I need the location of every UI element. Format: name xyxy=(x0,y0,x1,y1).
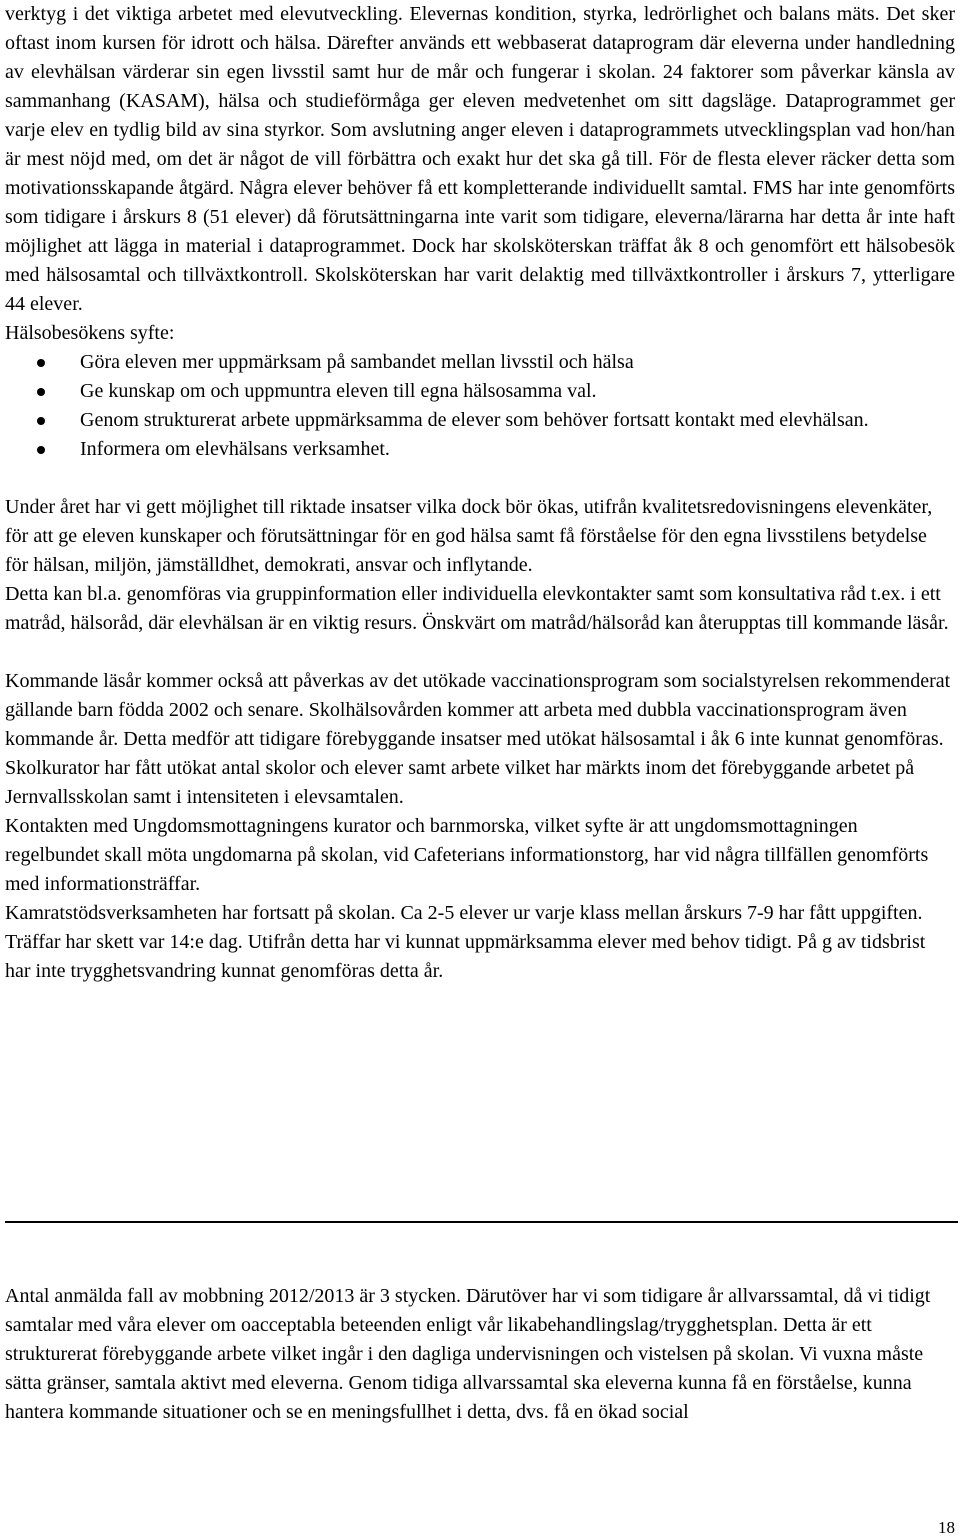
paragraph-peer-support: Kamratstödsverksamheten har fortsatt på skolan. Ca 2-5 elever ur varje klass mellan årskurs 7-9 har fått uppgiften. Träffar har skett var 14:e dag. Utifrån detta har vi kunnat uppmärksamma elever med behov tidigt. På g av tidsbrist har inte trygghetsvandring kunnat genomföras detta år. xyxy=(5,902,926,982)
list-item-text: Göra eleven mer uppmärksam på sambandet mellan livsstil och hälsa xyxy=(80,351,634,373)
document-page xyxy=(5,0,955,986)
bullet-icon xyxy=(37,359,45,367)
list-item-text: Ge kunskap om och uppmuntra eleven till egna hälsosamma val. xyxy=(80,380,597,402)
page-number: 18 xyxy=(938,1518,955,1537)
list-item xyxy=(5,377,955,406)
bullet-icon xyxy=(37,417,45,425)
section-bullying xyxy=(5,1282,955,1427)
horizontal-divider xyxy=(5,1221,958,1223)
list-item xyxy=(5,348,955,377)
paragraph-implementation: Detta kan bl.a. genomföras via gruppinformation eller individuella elevkontakter samt som konsultativa råd t.ex. i ett matråd, hälsoråd, där elevhälsan är en viktig resurs. Önskvärt om matråd/hälsoråd kan återupptas till kommande läsår. xyxy=(5,583,949,634)
list-item-text: Genom strukturerat arbete uppmärksamma de elever som behöver fortsatt kontakt med elevhälsan. xyxy=(80,409,869,431)
paragraph-bullying: Antal anmälda fall av mobbning 2012/2013 är 3 stycken. Därutöver har vi som tidigare år allvarssamtal, då vi tidigt samtalar med våra elever om oacceptabla beteenden enligt vår likabehandlingslag/trygghetsplan. Detta är ett strukturerat förebyggande arbete vilket ingår i den dagliga undervisningen och vistelsen på skolan. Vi vuxna måste sätta gränser, samtala aktivt med eleverna. Genom tidiga allvarssamtal ska eleverna kunna få en förståelse, kunna hantera kommande situationer och se en meningsfullhet i detta, dvs. få en ökad social xyxy=(5,1285,931,1423)
paragraph-gap xyxy=(5,638,955,667)
paragraph-gap xyxy=(5,464,955,493)
purpose-heading: Hälsobesökens syfte: xyxy=(5,322,175,344)
paragraph-fms: verktyg i det viktiga arbetet med elevutveckling. Elevernas kondition, styrka, ledrörlighet och balans mäts. Det sker oftast inom kursen för idrott och hälsa. Därefter används ett webbaserat dataprogram där eleverna under handledning av elevhälsan värderar sin egen livsstil samt hur de mår och fungerar i skolan. 24 faktorer som påverkar känsla av sammanhang (KASAM), hälsa och studieförmåga ger eleven medvetenhet om sitt dagsläge. Dataprogrammet ger varje elev en tydlig bild av sina styrkor. Som avslutning anger eleven i dataprogrammets utvecklingsplan vad hon/han är mest nöjd med, om det är något de vill förbättra och exakt hur det ska gå till. För de flesta elever räcker detta som motivationsskapande åtgärd. Några elever behöver få ett kompletterande individuellt samtal. FMS har inte genomförts som tidigare i årskurs 8 (51 elever) då förutsättningarna inte varit som tidigare, eleverna/lärarna har detta år inte haft möjlighet att lägga in material i dataprogrammet. Dock har skolsköterskan träffat åk 8 och genomfört ett hälsobesök med hälsosamtal och tillväxtkontroll. Skolsköterskan har varit delaktig med tillväxtkontroller i årskurs 7, ytterligare 44 elever. xyxy=(5,3,955,315)
bullet-icon xyxy=(37,446,45,454)
section-targeted-efforts xyxy=(5,493,955,638)
bullet-icon xyxy=(37,388,45,396)
list-item xyxy=(5,406,955,435)
paragraph-targeted-efforts: Under året har vi gett möjlighet till riktade insatser vilka dock bör ökas, utifrån kvalitetsredovisningens elevenkäter, för att ge eleven kunskaper och förutsättningar för en god hälsa samt få förståelse för den egna livsstilens betydelse för hälsan, miljön, jämställdhet, demokrati, ansvar och inflytande. xyxy=(5,496,933,576)
list-item xyxy=(5,435,955,464)
purpose-list xyxy=(5,348,955,464)
paragraph-youth-clinic: Kontakten med Ungdomsmottagningens kurator och barnmorska, vilket syfte är att ungdomsmottagningen regelbundet skall möta ungdomarna på skolan, vid Cafeterians informationstorg, har vid några tillfällen genomförts med informationsträffar. xyxy=(5,815,929,895)
section-vaccination xyxy=(5,667,955,986)
paragraph-vaccination: Kommande läsår kommer också att påverkas av det utökade vaccinationsprogram som socialstyrelsen rekommenderat gällande barn födda 2002 och senare. Skolhälsovården kommer att arbeta med dubbla vaccinationsprogram även kommande år. Detta medför att tidigare förebyggande insatser med utökat hälsosamtal i åk 6 inte kunnat genomföras. Skolkurator har fått utökat antal skolor och elever samt arbete vilket har märkts inom det förebyggande arbetet på Jernvallsskolan samt i intensiteten i elevsamtalen. xyxy=(5,670,951,808)
section-fms xyxy=(5,0,955,464)
list-item-text: Informera om elevhälsans verksamhet. xyxy=(80,438,390,460)
